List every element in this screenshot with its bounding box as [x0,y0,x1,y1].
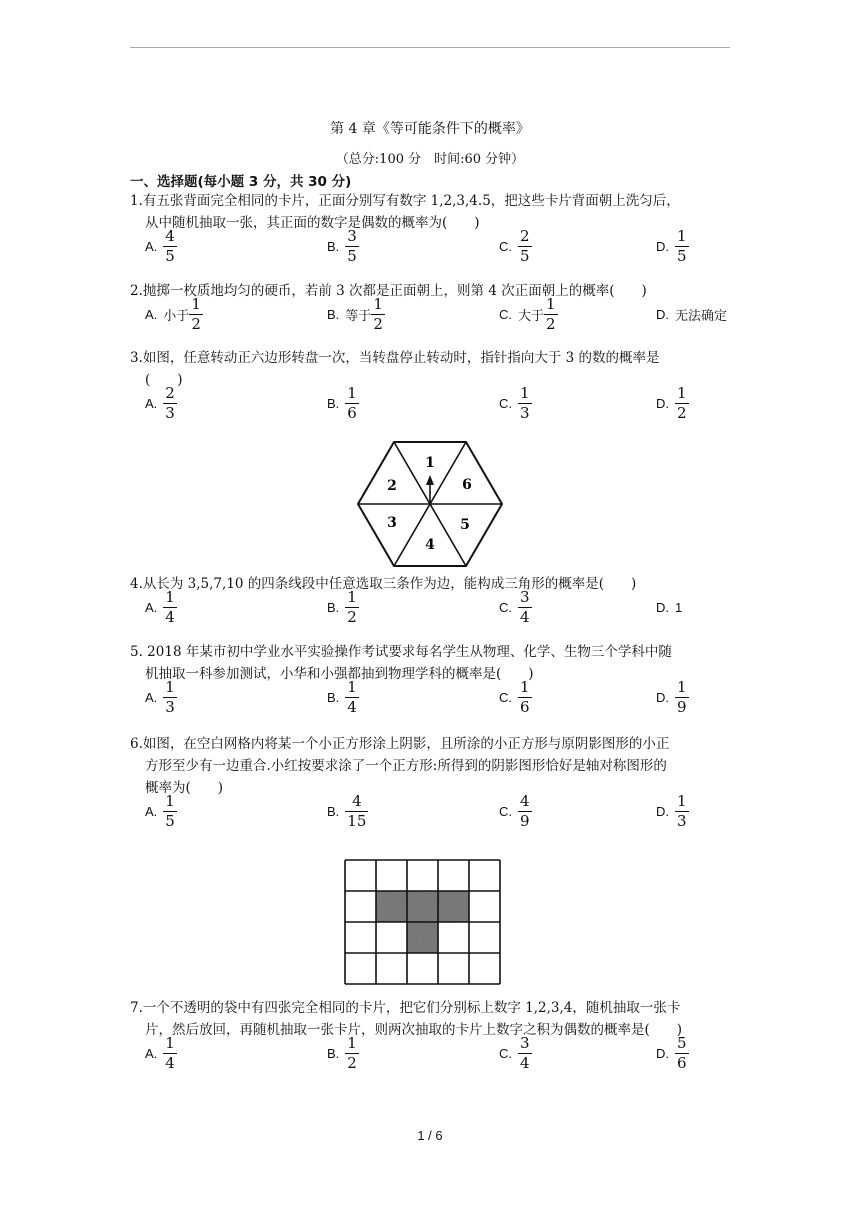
fraction-numerator: 1 [520,677,530,696]
fraction-numerator: 1 [373,294,383,313]
option-label: C. [499,395,512,411]
fraction-denominator: 3 [677,811,687,830]
option-fraction [345,679,359,716]
option-c[interactable] [499,585,532,629]
option-fraction [163,228,177,265]
option-text: 1 [675,599,683,615]
sector-divider [394,504,430,566]
option-fraction [518,385,532,422]
option-d[interactable] [656,224,689,268]
option-label: B. [327,395,340,411]
fraction-numerator: 1 [191,294,201,313]
fraction-denominator: 15 [347,811,367,830]
question-text-line: 片，然后放回，再随机抽取一张卡片，则两次抽取的卡片上数字之积为偶数的概率是( ) [145,1022,683,1038]
fraction-numerator: 1 [347,383,357,402]
option-b[interactable] [327,1031,359,1075]
option-label: A. [145,1045,158,1061]
fraction-numerator: 1 [677,383,687,402]
option-d[interactable] [656,1031,689,1075]
option-a[interactable] [145,1031,177,1075]
fraction-denominator: 4 [520,607,530,626]
option-fraction [518,793,532,830]
fraction-denominator: 2 [373,314,383,333]
fraction-denominator: 4 [165,607,175,626]
option-b[interactable] [327,292,385,336]
option-fraction [345,589,359,626]
fraction-numerator: 1 [347,677,357,696]
options-row [0,789,860,833]
grid-figure [343,858,503,986]
sector-divider [430,504,466,566]
option-label: C. [499,803,512,819]
fraction-numerator: 1 [165,587,175,606]
sector-label: 4 [425,537,435,553]
fraction-numerator: 1 [677,226,687,245]
option-label: A. [145,306,158,322]
sector-label: 6 [462,477,472,493]
fraction-numerator: 1 [347,1033,357,1052]
fraction-denominator: 5 [677,246,687,265]
option-a[interactable] [145,789,177,833]
fraction-denominator: 5 [165,246,175,265]
option-d[interactable] [656,789,689,833]
fraction-numerator: 1 [165,1033,175,1052]
option-a[interactable] [145,224,177,268]
option-fraction [371,296,385,333]
option-fraction [518,679,532,716]
fraction-numerator: 1 [165,791,175,810]
option-label: C. [499,306,512,322]
fraction-denominator: 4 [520,1053,530,1072]
option-c[interactable] [499,292,558,336]
option-fraction [675,793,689,830]
fraction-denominator: 6 [677,1053,687,1072]
fraction-denominator: 9 [520,811,530,830]
question-text-line: 概率为( ) [145,780,224,796]
fraction-denominator: 3 [520,403,530,422]
fraction-numerator: 4 [165,226,175,245]
options-row [0,675,860,719]
sector-label: 2 [387,478,397,494]
question-text-line: 4.从长为 3,5,7,10 的四条线段中任意选取三条作为边，能构成三角形的概率是( ) [130,576,637,592]
option-label: B. [327,238,340,254]
fraction-numerator: 2 [165,383,175,402]
option-d[interactable] [656,292,727,336]
option-label: D. [656,803,669,819]
option-label: D. [656,395,669,411]
options-row [0,1031,860,1075]
option-fraction [675,1035,689,1072]
fraction-denominator: 9 [677,697,687,716]
option-c[interactable] [499,1031,532,1075]
fraction-numerator: 4 [520,791,530,810]
option-c[interactable] [499,675,532,719]
fraction-denominator: 5 [347,246,357,265]
option-a[interactable] [145,675,177,719]
option-fraction [544,296,558,333]
option-fraction [163,679,177,716]
shaded-cell-texture [438,891,469,922]
fraction-numerator: 1 [165,677,175,696]
option-fraction [345,385,359,422]
option-label: B. [327,306,340,322]
fraction-numerator: 5 [677,1033,687,1052]
option-fraction [675,385,689,422]
option-fraction [675,228,689,265]
option-fraction [345,228,359,265]
option-label: A. [145,395,158,411]
option-c[interactable] [499,789,532,833]
document-title: 第 4 章《等可能条件下的概率》 [330,121,530,137]
sector-label: 3 [387,515,397,531]
question-text-line: 3.如图，任意转动正六边形转盘一次，当转盘停止转动时，指针指向大于 3 的数的概率是 [130,350,660,366]
option-label: D. [656,1045,669,1061]
fraction-denominator: 6 [520,697,530,716]
document-subtitle: （总分:100 分 时间:60 分钟） [335,152,525,167]
option-label: B. [327,599,340,615]
option-label: B. [327,1045,340,1061]
option-label: D. [656,689,669,705]
sector-label: 5 [460,517,470,533]
option-b[interactable] [327,585,359,629]
option-label: C. [499,689,512,705]
section-heading: 一、选择题(每小题 3 分，共 30 分) [130,174,352,190]
question-text-line: 方形至少有一边重合.小红按要求涂了一个正方形:所得到的阴影图形恰好是轴对称图形的 [145,758,667,774]
option-d[interactable] [656,381,689,425]
option-fraction [163,589,177,626]
fraction-denominator: 5 [165,811,175,830]
option-text: 无法确定 [675,307,728,323]
fraction-numerator: 1 [677,791,687,810]
option-a[interactable] [145,381,177,425]
fraction-numerator: 1 [677,677,687,696]
options-row [0,292,860,336]
options-row [0,585,860,629]
option-fraction [518,228,532,265]
fraction-denominator: 5 [520,246,530,265]
option-label: B. [327,803,340,819]
option-fraction [163,793,177,830]
option-text: 小于 [163,307,190,323]
option-b[interactable] [327,675,359,719]
option-c[interactable] [499,381,532,425]
fraction-denominator: 2 [191,314,201,333]
question-text-line: ( ) [145,372,183,388]
shaded-cell-texture [407,922,438,953]
option-b[interactable] [327,224,359,268]
option-c[interactable] [499,224,532,268]
question-text-line: 6.如图，在空白网格内将某一个小正方形涂上阴影，且所涂的小正方形与原阴影图形的小正 [130,736,670,752]
option-label: C. [499,1045,512,1061]
shaded-cell-texture [376,891,407,922]
option-fraction [345,793,368,830]
sector-divider [430,442,466,504]
question-text-line: 从中随机抽取一张，其正面的数字是偶数的概率为( ) [145,215,480,231]
options-row [0,224,860,268]
fraction-numerator: 3 [520,1033,530,1052]
question-text-line: 2.抛掷一枚质地均匀的硬币，若前 3 次都是正面朝上，则第 4 次正面朝上的概率( ) [130,283,647,299]
fraction-denominator: 4 [347,697,357,716]
fraction-numerator: 1 [520,383,530,402]
fraction-denominator: 2 [546,314,556,333]
option-fraction [163,385,177,422]
option-label: A. [145,238,158,254]
fraction-denominator: 2 [347,607,357,626]
shaded-cell-texture [407,891,438,922]
fraction-numerator: 3 [347,226,357,245]
fraction-numerator: 4 [352,791,362,810]
option-fraction [675,679,689,716]
question-text-line: 机抽取一科参加测试，小华和小强都抽到物理学科的概率是( ) [145,666,534,682]
option-label: A. [145,803,158,819]
sector-label: 1 [425,455,435,471]
pointer-arrowhead [426,475,434,485]
option-label: C. [499,599,512,615]
option-label: D. [656,306,669,322]
option-label: D. [656,599,669,615]
option-a[interactable] [145,585,177,629]
page-number: 1 / 6 [417,1128,443,1143]
option-label: A. [145,689,158,705]
option-b[interactable] [327,381,359,425]
option-label: B. [327,689,340,705]
hexagon-spinner-figure [355,441,505,567]
question-text-line: 5. 2018 年某市初中学业水平实验操作考试要求每名学生从物理、化学、生物三个学科中随 [130,644,672,660]
option-fraction [163,1035,177,1072]
question-text-line: 1.有五张背面完全相同的卡片，正面分别写有数字 1,2,3,4.5，把这些卡片背面朝上洗匀后， [130,193,680,209]
option-d[interactable] [656,675,689,719]
option-label: A. [145,599,158,615]
sector-divider [394,442,430,504]
fraction-denominator: 2 [677,403,687,422]
fraction-denominator: 3 [165,403,175,422]
question-text-line: 7.一个不透明的袋中有四张完全相同的卡片，把它们分别标上数字 1,2,3,4，随机抽取一张卡 [130,1000,681,1016]
option-b[interactable] [327,789,368,833]
fraction-numerator: 2 [520,226,530,245]
option-fraction [518,589,532,626]
option-fraction [518,1035,532,1072]
option-d[interactable] [656,585,682,629]
header-rule [130,47,730,48]
fraction-denominator: 6 [347,403,357,422]
option-label: C. [499,238,512,254]
option-text: 等于 [345,307,372,323]
option-a[interactable] [145,292,203,336]
fraction-numerator: 3 [520,587,530,606]
fraction-numerator: 1 [347,587,357,606]
fraction-denominator: 2 [347,1053,357,1072]
fraction-denominator: 3 [165,697,175,716]
option-fraction [345,1035,359,1072]
option-label: D. [656,238,669,254]
option-fraction [189,296,203,333]
option-text: 大于 [518,307,545,323]
fraction-denominator: 4 [165,1053,175,1072]
fraction-numerator: 1 [546,294,556,313]
options-row [0,381,860,425]
